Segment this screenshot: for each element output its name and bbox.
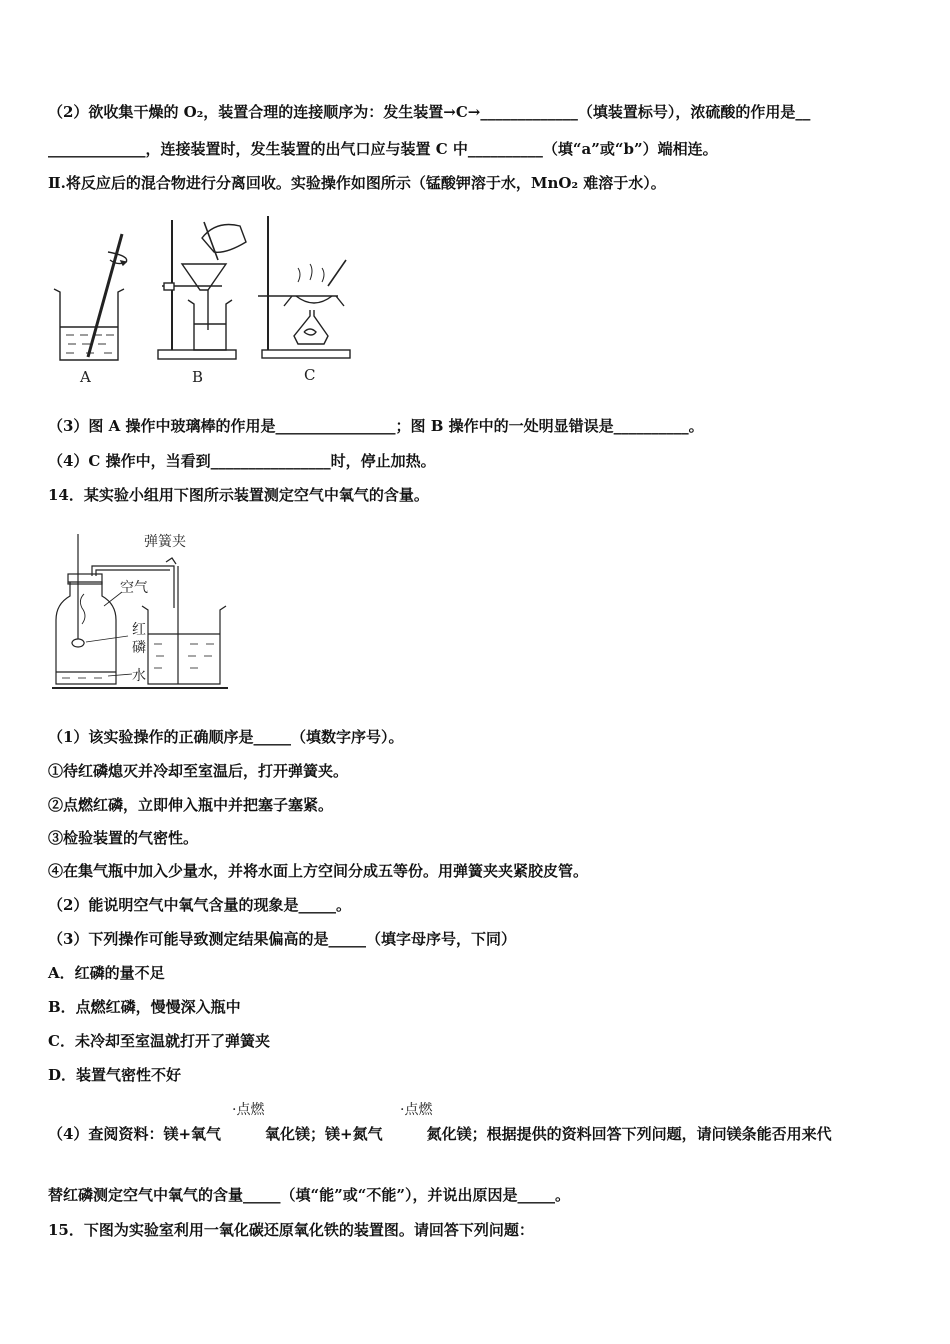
q14-step-2: ②点燃红磷，立即伸入瓶中并把塞子塞紧。 (48, 796, 334, 814)
q14-step-4: ④在集气瓶中加入少量水，并将水面上方空间分成五等份。用弹簧夹夹紧胶皮管。 (48, 862, 589, 880)
oxygen-apparatus-drawing (48, 524, 248, 694)
label-air: 空气 (120, 580, 148, 596)
reaction-condition-1: ·点燃 (232, 1102, 265, 1118)
label-spring-clamp: 弹簧夹 (144, 534, 186, 550)
q14-option-b: B．点燃红磷，慢慢深入瓶中 (48, 998, 241, 1016)
q14-stem: 14．某实验小组用下图所示装置测定空气中氧气的含量。 (48, 486, 429, 504)
q14-part3: （3）下列操作可能导致测定结果偏高的是_____（填字母序号，下同） (48, 930, 516, 948)
label-phosphorus-1: 红 (132, 622, 146, 638)
q14-part4-segment-3: 氮化镁；根据提供的资料回答下列问题，请问镁条能否用来代 (426, 1125, 832, 1143)
label-water: 水 (132, 668, 146, 684)
q14-part4-line1 (48, 1124, 832, 1144)
q13-part2-line2: _____________，连接装置时，发生装置的出气口应与装置 C 中__________（填“a”或“b”）端相连。 (48, 140, 718, 158)
q14-part2: （2）能说明空气中氧气含量的现象是_____。 (48, 896, 351, 914)
fig-label-b: B (192, 368, 204, 386)
reaction-condition-2: ·点燃 (400, 1102, 433, 1118)
q14-part4-segment-2: 氧化镁；镁+氮气 (265, 1125, 383, 1143)
fig-label-a: A (80, 368, 91, 386)
condition-2-text: 点燃 (404, 1102, 433, 1118)
oxygen-content-figure (48, 524, 248, 694)
q13-part4: （4）C 操作中，当看到________________时，停止加热。 (48, 452, 436, 470)
q14-option-a: A．红磷的量不足 (48, 964, 165, 982)
separation-apparatus-drawing (48, 212, 368, 392)
q13-section2-intro: Ⅱ.将反应后的混合物进行分离回收。实验操作如图所示（锰酸钾溶于水，MnO₂ 难溶于水）。 (48, 174, 666, 192)
q13-part2-line1: （2）欲收集干燥的 O₂，装置合理的连接顺序为：发生装置→C→_____________（填装置标号），浓硫酸的作用是__ (48, 103, 811, 121)
separation-figure (48, 212, 368, 392)
q14-part1: （1）该实验操作的正确顺序是_____（填数字序号）。 (48, 728, 404, 746)
condition-1-text: 点燃 (236, 1102, 265, 1118)
q15-stem: 15．下图为实验室利用一氧化碳还原氧化铁的装置图。请回答下列问题： (48, 1221, 534, 1239)
label-phosphorus-2: 磷 (132, 640, 146, 656)
q13-part3: （3）图 A 操作中玻璃棒的作用是________________；图 B 操作中的一处明显错误是__________。 (48, 417, 704, 435)
q14-option-d: D．装置气密性不好 (48, 1066, 182, 1084)
fig-label-c: C (304, 366, 316, 384)
q14-step-3: ③检验装置的气密性。 (48, 829, 199, 847)
q14-part4-line2: 替红磷测定空气中氧气的含量_____（填“能”或“不能”），并说出原因是_____。 (48, 1186, 571, 1204)
q14-part4-segment-1: （4）查阅资料：镁+氧气 (48, 1125, 222, 1143)
q14-step-1: ①待红磷熄灭并冷却至室温后，打开弹簧夹。 (48, 762, 349, 780)
q14-option-c: C．未冷却至室温就打开了弹簧夹 (48, 1032, 270, 1050)
